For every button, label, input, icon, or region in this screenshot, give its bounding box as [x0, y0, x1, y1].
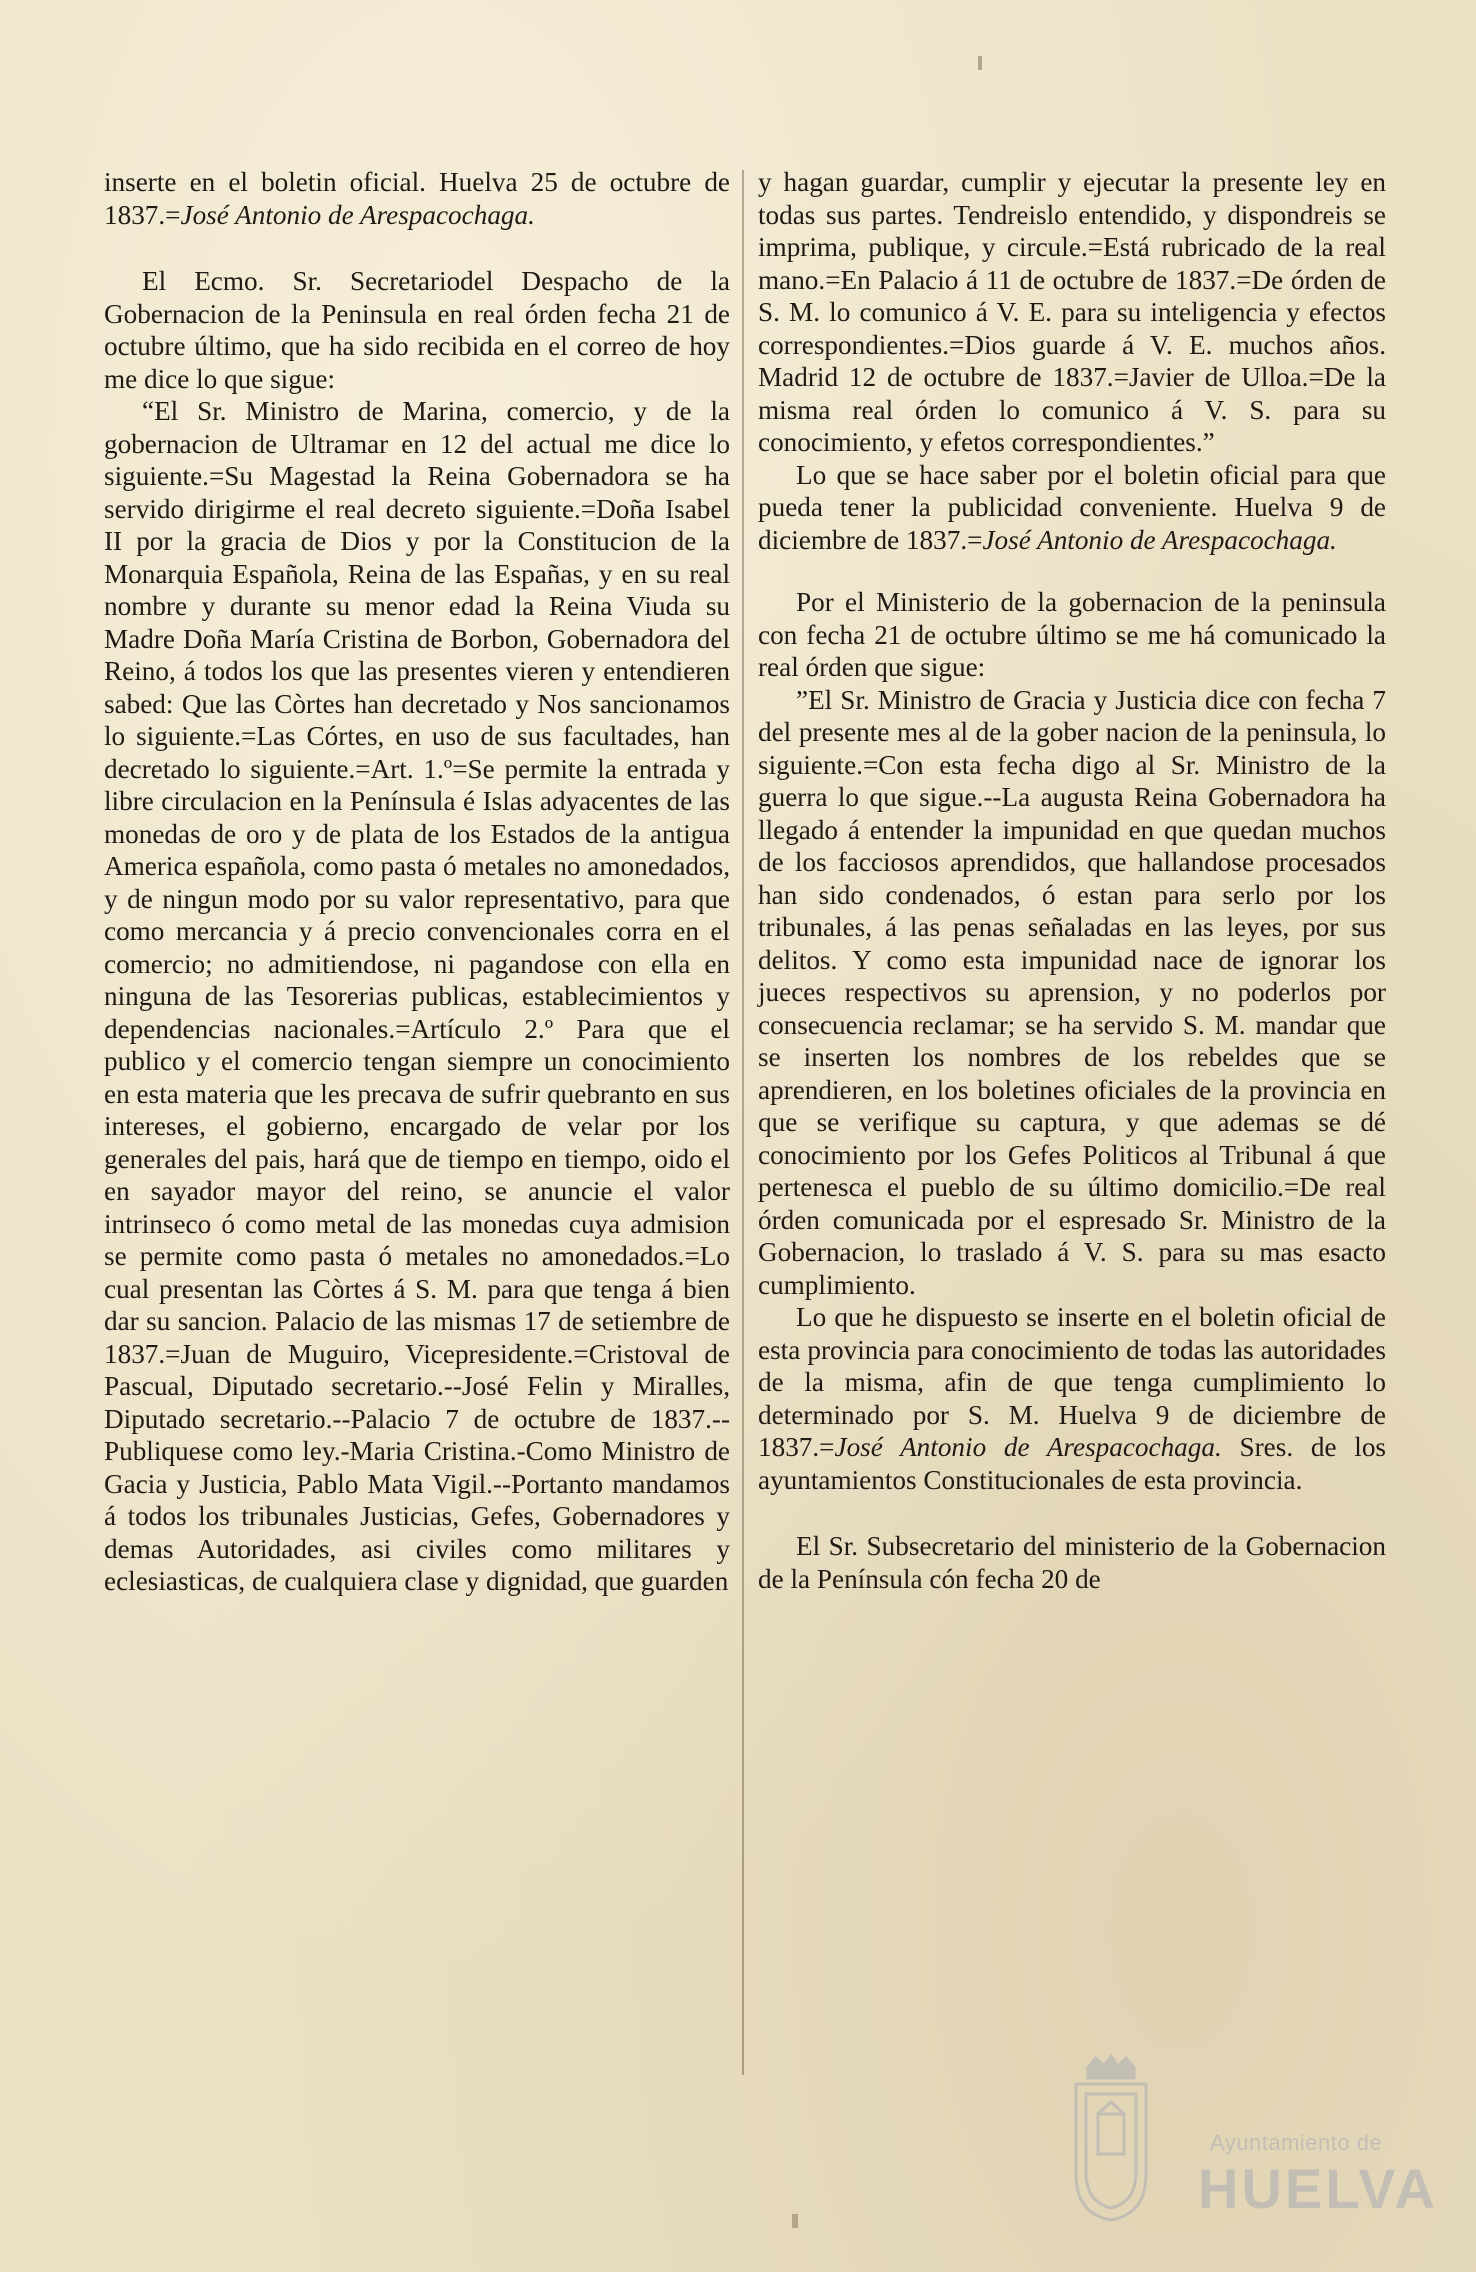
- paragraph-text: Sres. de los ayuntamientos Constitucionales de esta provincia.: [758, 1432, 1386, 1495]
- paragraph: y hagan guardar, cumplir y ejecutar la presente ley en todas sus partes. Tendreislo entendido, y dispondreis se imprima, publique, y circule.=Está rubricado de la real mano.=En Palacio á 11 de octubre de 1837.=De órden de S. M. lo comunico á V. E. para su inteligencia y efectos correspondientes.=Dios guarde á V. E. muchos años. Madrid 12 de octubre de 1837.=Javier de Ulloa.=De la misma real órden lo comunico á V. S. para su conocimiento, y efetos correspondientes.”: [758, 167, 1386, 457]
- paragraph: ”El Sr. Ministro de Gracia y Justicia dice con fecha 7 del presente mes al de la gober nacion de la peninsula, lo siguiente.=Con esta fecha digo al Sr. Ministro de la guerra lo que sigue.--La augusta Reina Gobernadora ha llegado á entender la impunidad en que quedan muchos de los facciosos aprendidos, que hallandose procesados han sido condenados, ó estan para serlo por los tribunales, á las penas señaladas en las leyes, por sus delitos. Y como esta impunidad nace de ignorar los jueces respectivos su aprension, y no poderlos por consecuencia reclamar; se ha servido S. M. mandar que se inserten los nombres de los rebeldes que se aprendieren, en los boletines oficiales de la provincia en que se verifique su captura, y que ademas se dé conocimiento por los Gefes Politicos al Tribunal á que pertenesca el pueblo de su último domicilio.=De real órden comunicada por el espresado Sr. Ministro de la Gobernacion, lo traslado á V. S. para su mas esacto cumplimiento.: [758, 684, 1386, 1300]
- print-mark: [978, 56, 982, 70]
- paragraph: [104, 166, 730, 231]
- signature: José Antonio de Arespacochaga.: [180, 199, 535, 230]
- watermark-line2: HUELVA: [1198, 2157, 1438, 2220]
- watermark-logo: [1060, 2040, 1438, 2240]
- paragraph-text: Lo que se hace saber por el boletin oficial para que pueda tener la publicidad conveniente. Huelva 9 de diciembre de 1837.=: [758, 459, 1386, 555]
- paragraph-text: inserte en el boletin oficial. Huelva 25 de octubre de 1837.=: [104, 167, 730, 230]
- right-column: [758, 166, 1386, 1595]
- left-column: [104, 166, 730, 1598]
- paragraph: Por el Ministerio de la gobernacion de la peninsula con fecha 21 de octubre último se me há comunicado la real órden que sigue:: [758, 587, 1386, 682]
- print-mark: [792, 2214, 798, 2228]
- signature: José Antonio de Arespacochaga.: [834, 1432, 1222, 1462]
- signature: José Antonio de Arespacochaga.: [982, 524, 1337, 555]
- paragraph: [758, 459, 1386, 557]
- paragraph: El Ecmo. Sr. Secretariodel Despacho de la Gobernacion de la Peninsula en real órden fecha 21 de octubre último, que ha sido recibida en el correo de hoy me dice lo que sigue:: [104, 266, 730, 394]
- paragraph: “El Sr. Ministro de Marina, comercio, y de la gobernacion de Ultramar en 12 del actual me dice lo siguiente.=Su Magestad la Reina Gobernadora se ha servido dirigirme el real decreto siguiente.=Doña Isabel II por la gracia de Dios y por la Constitucion de la Monarquia Española, Reina de las Españas, y en su real nombre y durante su menor edad la Reina Viuda su Madre Doña María Cristina de Borbon, Gobernadora del Reino, á todos los que las presentes vieren y entendieren sabed: Que las Còrtes han decretado y Nos sancionamos lo siguiente.=Las Córtes, en uso de sus facultades, han decretado lo siguiente.=Art. 1.º=Se permite la entrada y libre circulacion en la Península é Islas adyacentes de las monedas de oro y de plata de los Estados de la antigua America española, como pasta ó metales no amonedados, y de ningun modo por su valor representativo, para que como mercancia y á precio convencionales corra en el comercio; no admitiendose, ni pagandose con ella en ninguna de las Tesorerias publicas, establecimientos y dependencias nacionales.=Artículo 2.º Para que el publico y el comercio tengan siempre un conocimiento en esta materia que les precava de sufrir quebranto en sus intereses, el gobierno, encargado de velar por los generales del pais, hará que de tiempo en tiempo, oido el en sayador mayor del reino, se anuncie el valor intrinseco ó como metal de las monedas cuya admision se permite como pasta ó metales no amonedados.=Lo cual presentan las Còrtes á S. M. para que tenga á bien dar su sancion. Palacio de las mismas 17 de setiembre de 1837.=Juan de Muguiro, Vicepresidente.=Cristoval de Pascual, Diputado secretario.--José Felin y Miralles, Diputado secretario.--Palacio 7 de octubre de 1837.--Publiquese como ley.-Maria Cristina.-Como Ministro de Gacia y Justicia, Pablo Mata Vigil.--Portanto mandamos á todos los tribunales Justicias, Gefes, Gobernadores y demas Autoridades, asi civiles como militares y eclesiasticas, de cualquiera clase y dignidad, que guarden: [104, 396, 730, 1596]
- paragraph-text: Lo que he dispuesto se inserte en el boletin oficial de esta provincia para conocimiento de todas las autoridades de la misma, afin de que tenga cumplimiento lo determinado por S. M. Huelva 9 de diciembre de 1837.=: [758, 1302, 1386, 1462]
- paragraph: [758, 1301, 1386, 1496]
- column-divider: [742, 170, 744, 2075]
- paragraph: El Sr. Subsecretario del ministerio de la Gobernacion de la Península cón fecha 20 de: [758, 1531, 1386, 1594]
- coat-of-arms-icon: [1068, 2054, 1154, 2224]
- watermark-line1: Ayuntamiento de: [1210, 2130, 1383, 2155]
